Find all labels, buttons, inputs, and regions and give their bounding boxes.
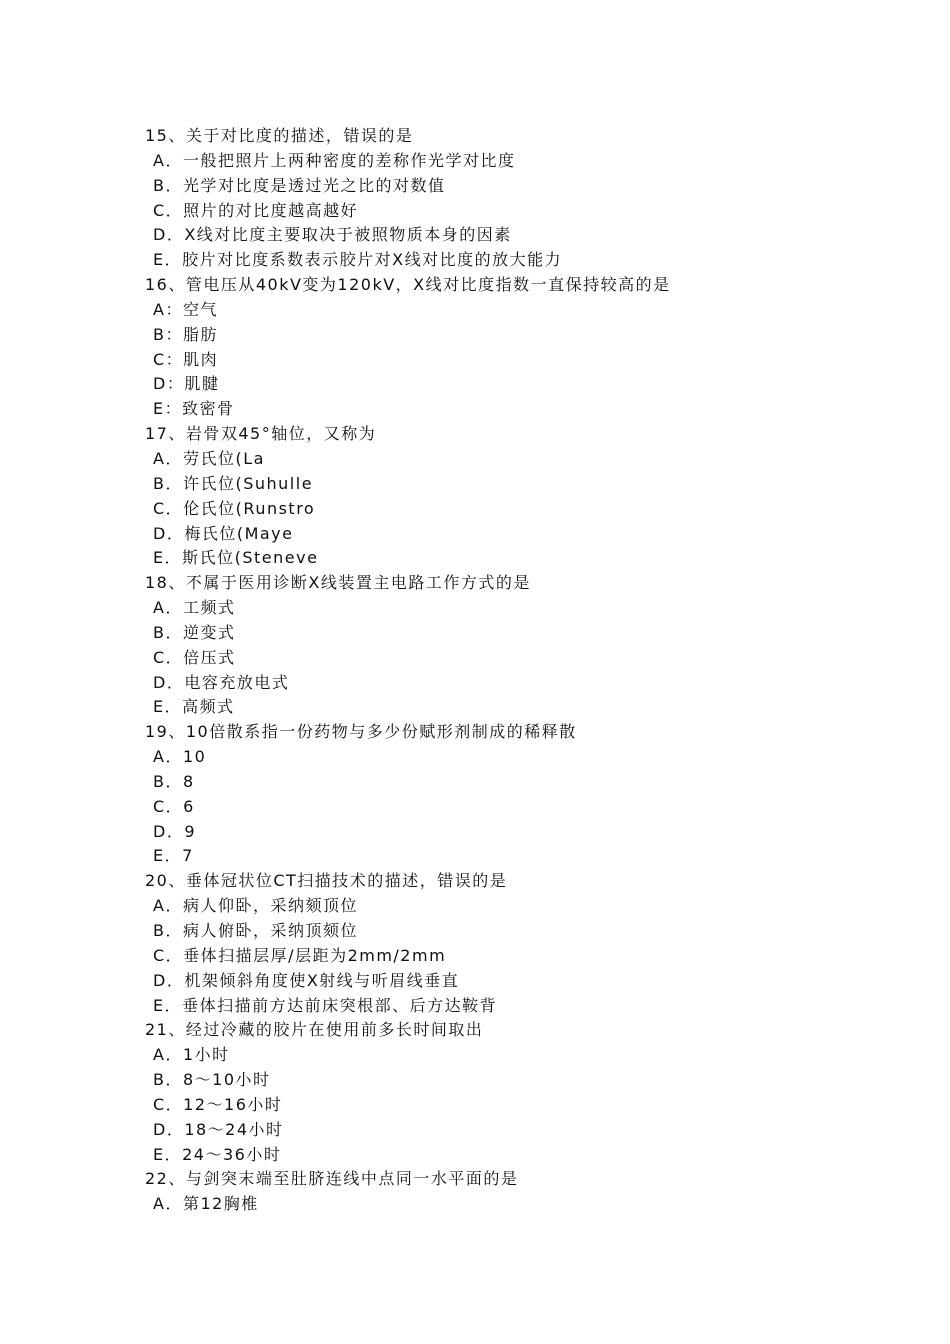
question-18 xyxy=(145,571,845,720)
option-b: B．逆变式 xyxy=(153,622,236,642)
option-b: B：脂肪 xyxy=(153,324,218,344)
option-a: A．病人仰卧，采纳颏顶位 xyxy=(153,896,358,916)
option-d: D．X线对比度主要取决于被照物质本身的因素 xyxy=(153,225,512,245)
option-b: B．许氏位(Suhulle xyxy=(153,473,314,493)
question-stem: 16、管电压从40kV变为120kV，X线对比度指数一直保持较高的是 xyxy=(145,275,671,295)
option-c: C．伦氏位(Runstro xyxy=(153,498,316,518)
option-b: B．8 xyxy=(153,771,195,791)
option-e: E．胶片对比度系数表示胶片对X线对比度的放大能力 xyxy=(153,250,563,270)
option-e: E．高频式 xyxy=(153,697,235,717)
question-22 xyxy=(145,1167,845,1217)
option-b: B．病人俯卧，采纳顶颏位 xyxy=(153,921,358,940)
option-a: A．工频式 xyxy=(153,598,236,618)
option-a: A．1小时 xyxy=(153,1045,230,1065)
option-d: D．18～24小时 xyxy=(153,1119,284,1139)
option-a: A：空气 xyxy=(153,299,218,319)
question-stem: 19、10倍散系指一份药物与多少份赋形剂制成的稀释散 xyxy=(145,722,577,742)
option-a: A．一般把照片上两种密度的差称作光学对比度 xyxy=(153,150,516,170)
question-17 xyxy=(145,422,845,571)
question-stem: 22、与剑突末端至肚脐连线中点同一水平面的是 xyxy=(145,1169,519,1189)
option-e: E．24～36小时 xyxy=(153,1144,282,1164)
option-a: A．10 xyxy=(153,747,207,767)
option-e: E．斯氏位(Steneve xyxy=(153,548,319,568)
option-c: C．6 xyxy=(153,796,195,816)
option-e: E．垂体扫描前方达前床突根部、后方达鞍背 xyxy=(153,995,498,1015)
option-d: D．9 xyxy=(153,821,197,841)
option-a: A．第12胸椎 xyxy=(153,1194,259,1214)
question-stem: 18、不属于医用诊断X线装置主电路工作方式的是 xyxy=(145,573,531,593)
option-c: C．照片的对比度越高越好 xyxy=(153,200,359,220)
option-d: D．电容充放电式 xyxy=(153,672,290,692)
option-e: E．7 xyxy=(153,846,194,866)
option-d: D．机架倾斜角度使X射线与听眉线垂直 xyxy=(153,970,460,990)
question-list xyxy=(145,124,845,1217)
option-c: C：肌肉 xyxy=(153,349,219,369)
option-b: B．光学对比度是透过光之比的对数值 xyxy=(153,175,446,195)
option-b: B．8～10小时 xyxy=(153,1070,271,1090)
question-19 xyxy=(145,720,845,869)
option-a: A．劳氏位(La xyxy=(153,448,265,468)
question-15 xyxy=(145,124,845,273)
option-d: D：肌腱 xyxy=(153,374,220,394)
option-c: C．12～16小时 xyxy=(153,1094,283,1114)
option-d: D．梅氏位(Maye xyxy=(153,523,294,543)
question-stem: 15、关于对比度的描述，错误的是 xyxy=(145,126,414,145)
question-stem: 21、经过冷藏的胶片在使用前多长时间取出 xyxy=(145,1020,484,1040)
option-c: C．垂体扫描层厚/层距为2mm/2mm xyxy=(153,945,447,965)
question-stem: 17、岩骨双45°轴位，又称为 xyxy=(145,424,377,444)
question-21 xyxy=(145,1018,845,1167)
question-16 xyxy=(145,273,845,422)
option-c: C．倍压式 xyxy=(153,647,236,667)
question-20 xyxy=(145,869,845,1018)
question-stem: 20、垂体冠状位CT扫描技术的描述，错误的是 xyxy=(145,871,508,891)
option-e: E：致密骨 xyxy=(153,399,235,419)
